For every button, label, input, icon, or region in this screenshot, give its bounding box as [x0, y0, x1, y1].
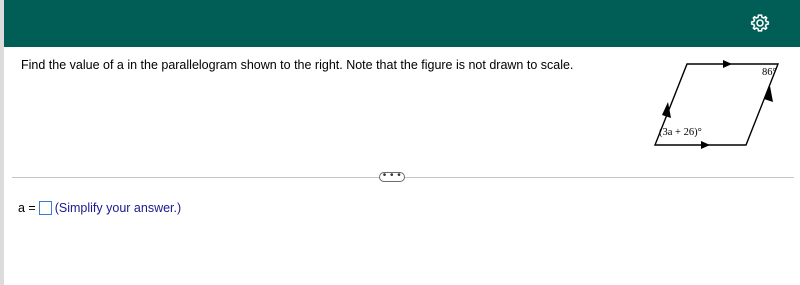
parallelogram-figure [640, 55, 790, 155]
angle-label-86: 86° [762, 67, 777, 78]
more-options-label: • • • [382, 169, 402, 181]
header-bar [4, 0, 800, 47]
answer-hint: (Simplify your answer.) [54, 201, 182, 215]
more-options-button[interactable] [379, 169, 405, 182]
answer-row [18, 201, 181, 215]
answer-input[interactable] [39, 201, 52, 215]
answer-variable-label: a = [18, 201, 36, 215]
gear-icon[interactable] [750, 13, 770, 33]
question-text: Find the value of a in the parallelogram shown to the right. Note that the figure is not drawn to scale. [21, 58, 574, 72]
angle-label-3a-plus-26: (3a + 26)° [659, 127, 702, 138]
